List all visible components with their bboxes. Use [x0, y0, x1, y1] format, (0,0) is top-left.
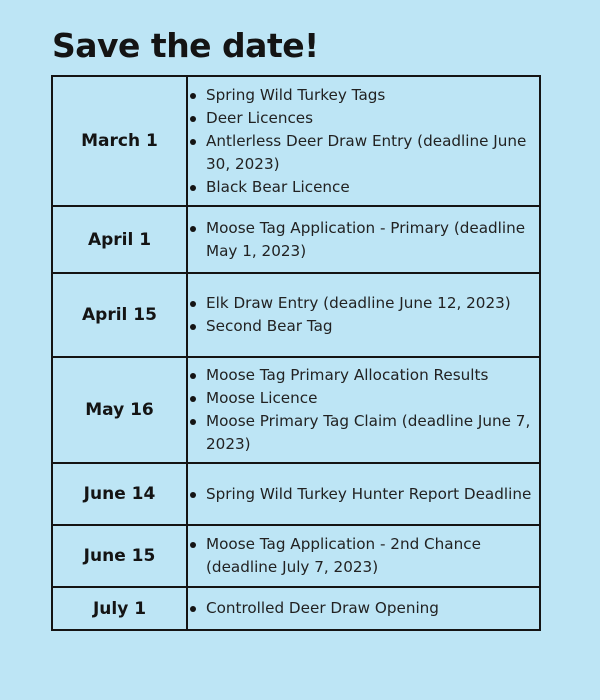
item-list [188, 84, 539, 199]
items-cell [187, 206, 540, 273]
date-cell: April 15 [52, 273, 187, 357]
table-row [52, 525, 540, 587]
list-item: Controlled Deer Draw Opening [188, 597, 539, 620]
item-list [188, 364, 539, 456]
date-cell: March 1 [52, 76, 187, 206]
list-item: Elk Draw Entry (deadline June 12, 2023) [188, 292, 539, 315]
item-list [188, 597, 539, 620]
list-item: Moose Tag Primary Allocation Results [188, 364, 539, 387]
list-item: Deer Licences [188, 107, 539, 130]
item-list [188, 217, 539, 263]
list-item: Black Bear Licence [188, 176, 539, 199]
table-row [52, 273, 540, 357]
table-row [52, 206, 540, 273]
list-item: Moose Primary Tag Claim (deadline June 7, 2023) [188, 410, 539, 456]
item-list [188, 533, 539, 579]
list-item: Antlerless Deer Draw Entry (deadline June 30, 2023) [188, 130, 539, 176]
items-cell [187, 273, 540, 357]
table-row [52, 463, 540, 525]
page-title: Save the date! [52, 26, 319, 65]
list-item: Moose Tag Application - 2nd Chance (deadline July 7, 2023) [188, 533, 539, 579]
list-item: Moose Licence [188, 387, 539, 410]
list-item: Moose Tag Application - Primary (deadline May 1, 2023) [188, 217, 539, 263]
list-item: Spring Wild Turkey Hunter Report Deadline [188, 483, 539, 506]
table-row [52, 357, 540, 463]
item-list [188, 292, 539, 338]
table-row [52, 76, 540, 206]
date-cell: June 15 [52, 525, 187, 587]
list-item: Second Bear Tag [188, 315, 539, 338]
items-cell [187, 525, 540, 587]
items-cell [187, 357, 540, 463]
table-row [52, 587, 540, 630]
list-item: Spring Wild Turkey Tags [188, 84, 539, 107]
items-cell [187, 587, 540, 630]
items-cell [187, 76, 540, 206]
schedule-table [51, 75, 541, 631]
date-cell: July 1 [52, 587, 187, 630]
date-cell: May 16 [52, 357, 187, 463]
item-list [188, 483, 539, 506]
items-cell [187, 463, 540, 525]
date-cell: April 1 [52, 206, 187, 273]
date-cell: June 14 [52, 463, 187, 525]
